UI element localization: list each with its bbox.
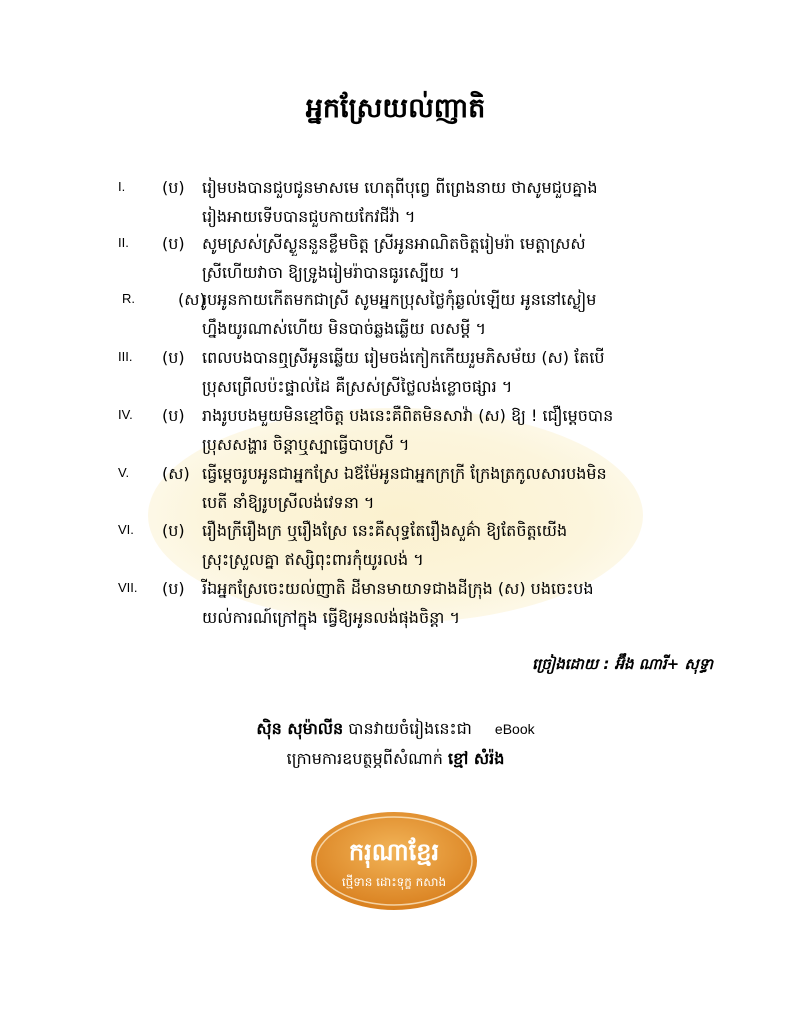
verse-number: VII. — [118, 580, 138, 595]
verse-number: IV. — [118, 407, 133, 422]
support-text: ក្រោមការឧបត្ថម្ភពីសំណាក់ — [286, 749, 443, 768]
verse-line-1: រីឯអ្នកស្រែចេះយល់ញាតិ ដីមានមាយាទជាងដីក្រុង (ស) បងចេះបង — [202, 579, 594, 598]
verse-6 — [0, 520, 791, 578]
verse-5 — [0, 463, 791, 521]
verse-line-1: សូមស្រស់ស្រីស្ងួននួនខ្លឹមចិត្ត ស្រីអូនអាណិតចិត្តរៀមរ៉ា មេត្តាស្រស់ — [202, 234, 586, 253]
verse-line-2: ប្រុសព្រើលប៉ះផ្ទាល់ដៃ គឺស្រស់ស្រីថ្លៃលង់ខ្លោចផ្សារ ។ — [202, 377, 513, 396]
verse-speaker: (ប) — [162, 348, 185, 367]
verse-speaker: (ប) — [162, 234, 185, 253]
verse-line-1: រៀមបងបានជួបជូនមាសមេ ហេតុពីបុព្វេ ពីព្រេងនាយ ថាសូមជួបគ្នាង — [202, 178, 598, 197]
sponsor-line — [0, 748, 791, 772]
verse-1 — [0, 177, 791, 235]
verse-speaker: (ប) — [162, 178, 185, 197]
logo-text: ករុណាខ្មែរ — [348, 838, 440, 866]
verse-number: V. — [118, 465, 130, 480]
verse-line-1: ពេលបងបានឮស្រីអូនឆ្លើយ រៀមចង់កៀកកើយរួមភិសម័យ (ស) តែបើ — [202, 348, 605, 367]
verse-refrain — [0, 289, 791, 347]
verse-speaker: (ប) — [162, 521, 185, 540]
verse-speaker: (ស) — [178, 290, 206, 309]
verse-2 — [0, 233, 791, 291]
verse-speaker: (ប) — [162, 579, 185, 598]
typed-text: បានវាយចំរៀងនេះជា — [348, 719, 472, 738]
verse-line-1: រាងរូបបងមួយមិនខ្មៅចិត្ត បងនេះគឺពិតមិនសាវ៉ា (ស) ឱ្យ ! ជឿម្តេចបាន — [202, 406, 614, 425]
sponsor-name: ខ្មៅ សំរ៉ង — [448, 749, 505, 768]
verse-line-2: ស្រីហើយវាចា ឱ្យទ្រូងរៀមរ៉ាបានធូរស្បើយ ។ — [202, 263, 460, 282]
verse-line-1: រឿងក្រីរឿងក្រ ឬរឿងស្រែ នេះគឺសុទ្ធតែរឿងសួគ៌ា ឱ្យតែចិត្តយើង — [202, 521, 568, 540]
verse-line-1: ធ្វើម្តេចរូបអូនជាអ្នកស្រែ ឯឪម៉ែអូនជាអ្នកក្រក្រី ក្រែងត្រកូលសារបងមិន — [202, 464, 607, 483]
logo-badge-icon — [309, 810, 479, 912]
verse-number: III. — [118, 349, 133, 364]
verse-number: I. — [118, 179, 126, 194]
verse-number: II. — [118, 235, 129, 250]
verse-line-2: យល់ការណ៍ក្រៅក្នុង ធ្វើឱ្យអូនលង់ផុងចិន្តា ។ — [202, 608, 460, 627]
verse-line-1: រូបអូនកាយកើតមកជាស្រី សូមអ្នកប្រុសថ្លៃកុំឆ្ងល់ឡើយ អូននៅស្ងៀម — [202, 290, 597, 309]
verse-speaker: (ស) — [162, 464, 190, 483]
logo-tagline: ថ្មើទាន ដោះទុក្ខ កសាង — [341, 875, 447, 889]
ebook-label: eBook — [494, 721, 535, 737]
verse-3 — [0, 347, 791, 405]
verse-4 — [0, 405, 791, 463]
verse-number: R. — [122, 291, 135, 306]
verse-line-2: បេតី នាំឱ្យរូបស្រីលង់វេទនា ។ — [202, 493, 375, 512]
verse-line-2: ហ្នឹងយូរណាស់ហើយ មិនបាច់ឆ្លងឆ្លើយ លសម្តី ។ — [202, 319, 487, 338]
verse-speaker: (ប) — [162, 406, 185, 425]
verse-number: VI. — [118, 522, 134, 537]
page-title: អ្នកស្រែយល់ញាតិ — [305, 93, 486, 124]
karuna-khmer-logo — [309, 810, 479, 912]
verse-line-2: ស្រុះស្រួលគ្នា ឥស្សិពុះពារកុំយូរលង់ ។ — [202, 550, 424, 569]
typist-name: ស៊ិន សុម៉ាលីន — [256, 719, 344, 738]
verse-line-2: រៀងអាយទើបបានជួបកាយកែវជីវ៉ា ។ — [202, 207, 416, 226]
singer-credit: ច្រៀងដោយ : អ៊ឹង ណារី+ សុទ្ធា — [532, 655, 713, 673]
verse-7 — [0, 578, 791, 636]
typist-line — [0, 718, 791, 742]
verse-line-2: ប្រុសសង្ហារ ចិន្តាឬស្បាធ្វើបាបស្រី ។ — [202, 435, 410, 454]
